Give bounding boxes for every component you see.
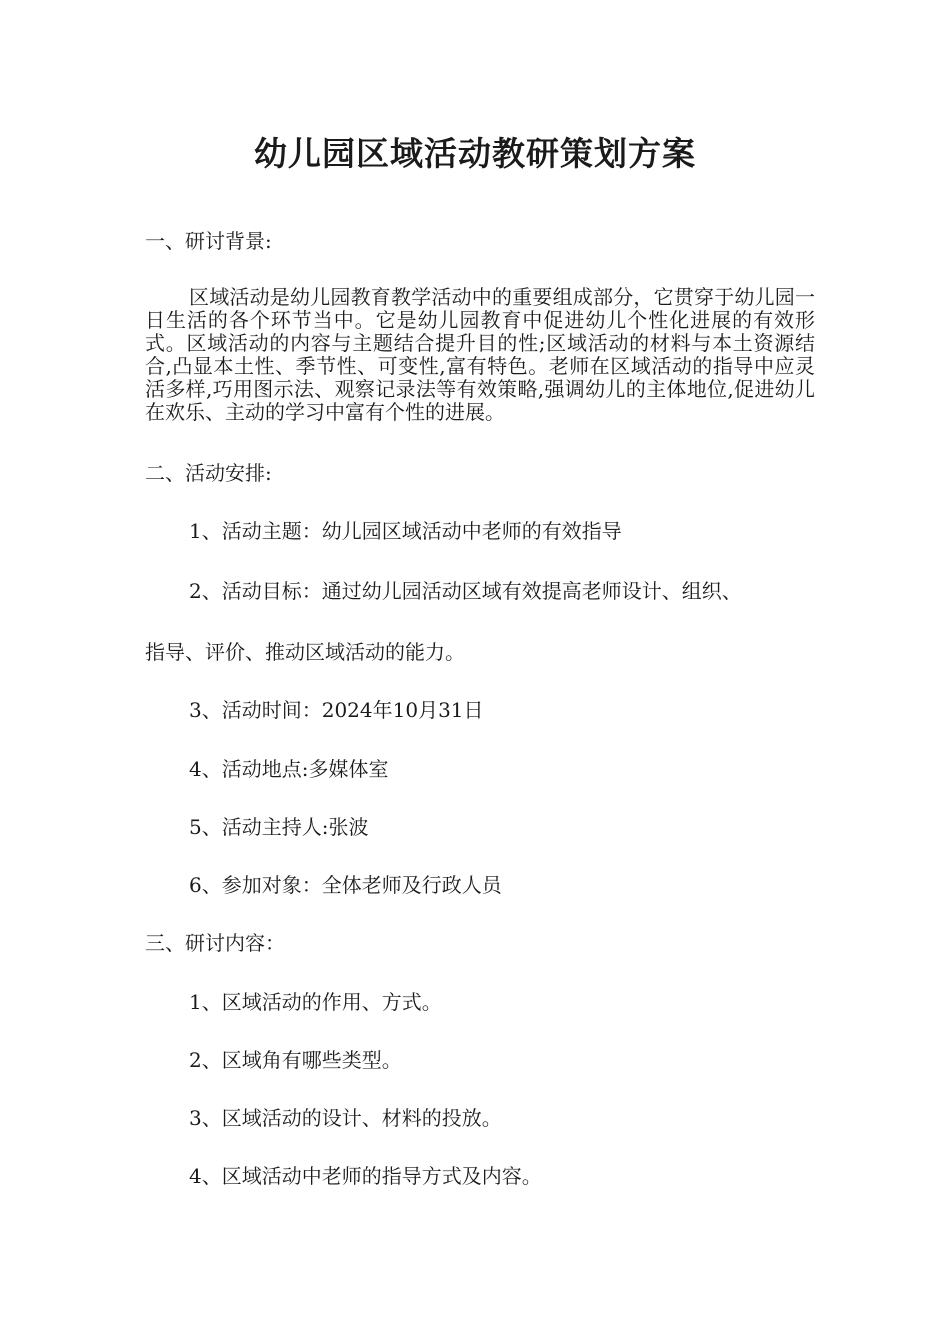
arrangement-item-goal-continued: 指导、评价、推动区域活动的能力。 [145,640,465,664]
background-paragraph: 区域活动是幼儿园教育教学活动中的重要组成部分，它贯穿于幼儿园一日生活的各个环节当中。它是幼儿园教育中促进幼儿个性化进展的有效形式。区域活动的内容与主题结合提升目的性;区域活动的材料与本土资源结合,凸显本土性、季节性、可变性,富有特色。老师在区域活动的指导中应灵活多样,巧用图示法、观察记录法等有效策略,强调幼儿的主体地位,促进幼儿在欢乐、主动的学习中富有个性的进展。 [145,285,815,424]
section-heading-background: 一、研讨背景: [145,229,272,253]
arrangement-item-time: 3、活动时间：2024年10月31日 [189,698,484,722]
content-item: 2、区域角有哪些类型。 [189,1048,402,1072]
content-item: 1、区域活动的作用、方式。 [189,990,442,1014]
arrangement-item-goal: 2、活动目标：通过幼儿园活动区域有效提高老师设计、组织、 [189,579,742,603]
section-heading-content: 三、研讨内容： [145,931,285,955]
document-title: 幼儿园区域活动教研策划方案 [254,134,696,173]
arrangement-item-participants: 6、参加对象：全体老师及行政人员 [189,873,502,897]
content-item: 4、区域活动中老师的指导方式及内容。 [189,1164,542,1188]
content-item: 3、区域活动的设计、材料的投放。 [189,1106,502,1130]
arrangement-item-theme: 1、活动主题：幼儿园区域活动中老师的有效指导 [189,519,622,543]
section-heading-arrangement: 二、活动安排: [145,461,272,485]
arrangement-item-host: 5、活动主持人:张波 [189,815,369,839]
arrangement-item-location: 4、活动地点:多媒体室 [189,757,389,781]
